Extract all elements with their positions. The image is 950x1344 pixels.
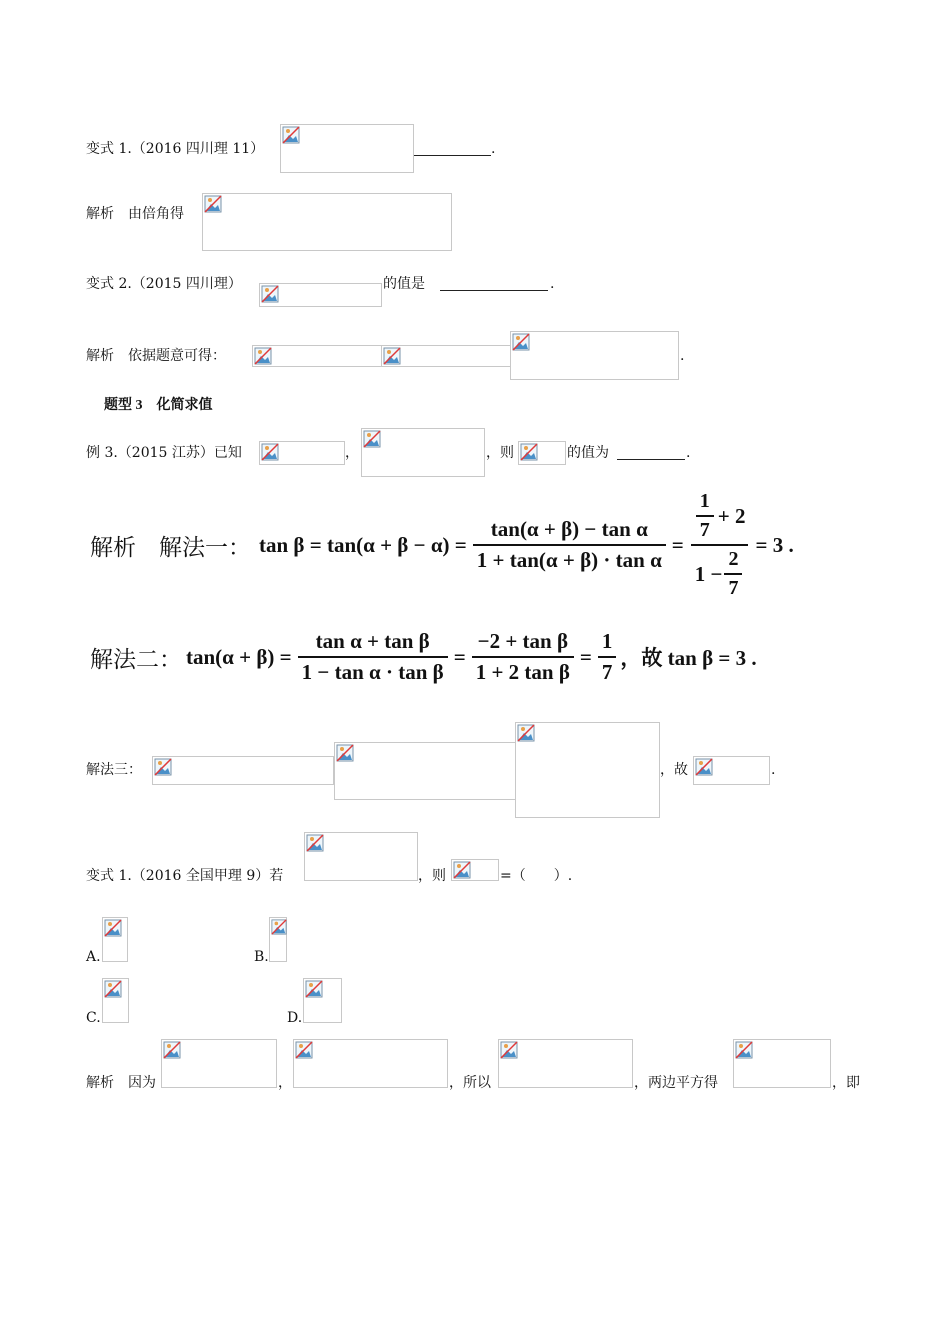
- small-fraction: [724, 548, 742, 600]
- formula-image: [293, 1039, 448, 1088]
- option-c-label: C.: [86, 1010, 101, 1026]
- formula-image: [515, 722, 660, 818]
- broken-image-icon: [383, 347, 401, 365]
- formula-image: [381, 345, 511, 367]
- equals-sign: =: [579, 644, 592, 669]
- period: .: [680, 348, 685, 364]
- period: .: [771, 762, 776, 778]
- option-d-label: D.: [287, 1010, 303, 1026]
- method-1-compound-fraction: [690, 490, 750, 600]
- broken-image-icon: [520, 443, 538, 461]
- variant-2-label: 变式 2.（2015 四川理）: [86, 276, 242, 292]
- small-num: 2: [728, 548, 739, 570]
- square-text: ，两边平方得: [634, 1075, 718, 1091]
- answer-blank[interactable]: [617, 459, 685, 460]
- period: .: [686, 445, 691, 461]
- small-den: 7: [724, 573, 742, 600]
- value-text: 的值是: [383, 276, 425, 292]
- therefore-text: ，故: [660, 762, 688, 778]
- formula-image: [334, 742, 516, 800]
- small-fraction: [696, 490, 714, 542]
- analysis-label: 解析 因为: [86, 1075, 156, 1091]
- fraction-numerator: 1: [601, 629, 613, 653]
- fraction-denominator: 1 + tan(α + β) · tan α: [473, 544, 666, 573]
- method-2-conclusion: ，故 tan β = 3 .: [620, 646, 757, 670]
- value-text: 的值为: [567, 445, 609, 461]
- fraction-denominator: 7: [598, 656, 617, 685]
- fraction-numerator: tan(α + β) − tan α: [490, 517, 648, 541]
- fraction-denominator: 1 − tan α · tan β: [298, 656, 448, 685]
- method-2-fraction-3: [598, 629, 617, 685]
- broken-image-icon: [204, 195, 222, 213]
- broken-image-icon: [306, 834, 324, 852]
- formula-image: [259, 283, 382, 307]
- broken-image-icon: [254, 347, 272, 365]
- formula-image: [202, 193, 452, 251]
- option-b-label: B.: [254, 949, 269, 965]
- analysis-label: 解析 由倍角得: [86, 206, 184, 222]
- small-den: 7: [696, 515, 714, 542]
- broken-image-icon: [261, 285, 279, 303]
- formula-image: [693, 756, 770, 785]
- broken-image-icon: [512, 333, 530, 351]
- variant-1-label: 变式 1.（2016 四川理 11）: [86, 141, 265, 157]
- broken-image-icon: [517, 724, 535, 742]
- method-2-label: 解法二：: [90, 645, 182, 672]
- equals-choice: =（ ）.: [500, 868, 573, 884]
- broken-image-icon: [295, 1041, 313, 1059]
- method-1-fraction: [473, 517, 666, 573]
- so-text: ，所以: [449, 1075, 491, 1091]
- method-2-lhs: tan(α + β) =: [186, 644, 292, 669]
- plus-two: + 2: [717, 503, 746, 528]
- formula-image: [498, 1039, 633, 1088]
- answer-blank[interactable]: [414, 155, 491, 156]
- equals-sign: =: [453, 644, 466, 669]
- then-text: ，则: [486, 445, 514, 461]
- formula-image: [252, 345, 382, 367]
- broken-image-icon: [104, 919, 122, 937]
- broken-image-icon: [154, 758, 172, 776]
- small-num: 1: [699, 490, 710, 512]
- formula-image: [361, 428, 485, 477]
- method-2-fraction-2: [472, 629, 574, 685]
- section-heading: 题型 3 化简求值: [104, 398, 213, 413]
- broken-image-icon: [261, 443, 279, 461]
- formula-image: [259, 441, 345, 465]
- variant-1b-label: 变式 1.（2016 全国甲理 9）若: [86, 868, 284, 884]
- comma: ，: [345, 445, 359, 461]
- fraction-denominator: 1 + 2 tan β: [472, 656, 574, 685]
- namely-text: ，即: [832, 1075, 860, 1091]
- broken-image-icon: [453, 861, 471, 879]
- compound-denominator: [691, 544, 749, 600]
- method-1-lhs: tan β = tan(α + β − α) =: [259, 532, 467, 557]
- fraction-numerator: tan α + tan β: [315, 629, 430, 653]
- method-3-label: 解法三：: [86, 762, 142, 778]
- period: .: [491, 141, 496, 157]
- broken-image-icon: [695, 758, 713, 776]
- formula-image: [304, 832, 418, 881]
- then-text: ，则: [418, 868, 446, 884]
- method-2-fraction-1: [298, 629, 448, 685]
- period: .: [550, 276, 555, 292]
- method-2-equation: [90, 622, 757, 692]
- equals-sign: =: [671, 532, 684, 557]
- formula-image: [518, 441, 566, 465]
- broken-image-icon: [336, 744, 354, 762]
- formula-image: [510, 331, 679, 380]
- formula-image: [280, 124, 414, 173]
- broken-image-icon: [363, 430, 381, 448]
- method-1-equation: [90, 486, 794, 604]
- broken-image-icon: [104, 980, 122, 998]
- one-minus: 1 −: [694, 561, 723, 586]
- formula-image: [152, 756, 334, 785]
- formula-image: [451, 859, 499, 881]
- answer-blank[interactable]: [440, 290, 548, 291]
- broken-image-icon: [305, 980, 323, 998]
- broken-image-icon: [500, 1041, 518, 1059]
- formula-image: [733, 1039, 831, 1088]
- method-1-label: 解析 解法一：: [90, 533, 251, 560]
- option-a-image[interactable]: [102, 917, 128, 962]
- comma: ，: [278, 1075, 292, 1091]
- option-b-image[interactable]: [269, 917, 287, 962]
- fraction-numerator: −2 + tan β: [477, 629, 569, 653]
- broken-image-icon: [735, 1041, 753, 1059]
- analysis-label: 解析 依据题意可得：: [86, 348, 226, 364]
- compound-numerator: [690, 490, 750, 544]
- broken-image-icon: [271, 919, 287, 935]
- option-c-image[interactable]: [102, 978, 129, 1023]
- broken-image-icon: [282, 126, 300, 144]
- example-3-label: 例 3.（2015 江苏）已知: [86, 445, 242, 461]
- broken-image-icon: [163, 1041, 181, 1059]
- method-1-result: = 3 .: [755, 532, 794, 557]
- option-a-label: A.: [86, 949, 101, 965]
- formula-image: [161, 1039, 277, 1088]
- option-d-image[interactable]: [303, 978, 342, 1023]
